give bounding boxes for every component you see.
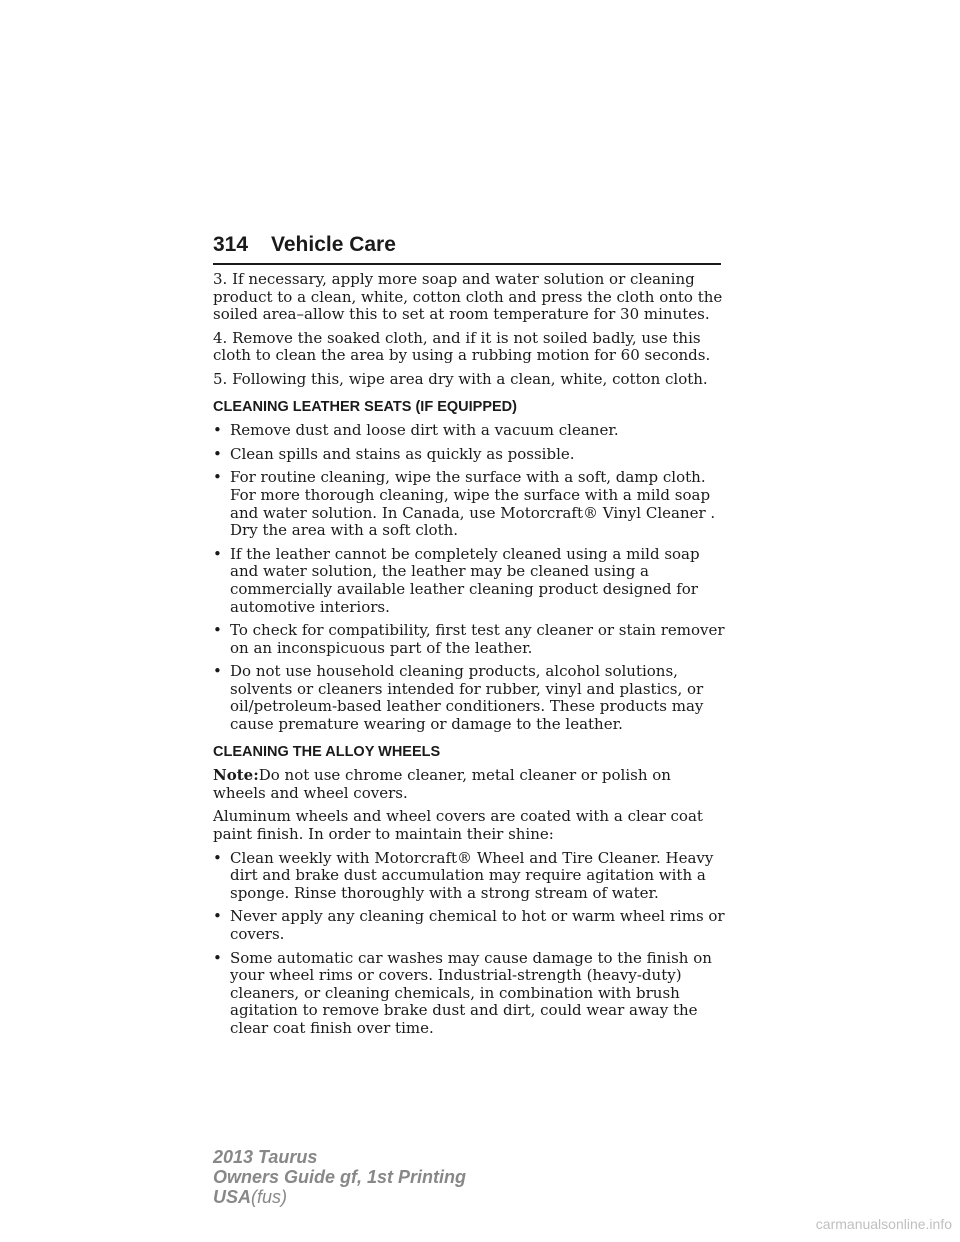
wheels-list <box>213 850 725 1038</box>
print-footer <box>213 1147 466 1207</box>
footer-model: 2013 Taurus <box>213 1147 318 1167</box>
note-text: Do not use chrome cleaner, metal cleaner or polish on wheels and wheel covers. <box>213 766 671 802</box>
page-number: 314 <box>213 233 249 256</box>
watermark-link[interactable]: carmanualsonline.info <box>815 1216 952 1232</box>
bullet-icon: • <box>213 848 222 867</box>
page-header <box>213 229 721 265</box>
leather-list <box>213 422 725 734</box>
bullet-icon: • <box>213 662 222 681</box>
list-item: • Remove dust and loose dirt with a vacuum cleaner. <box>213 421 619 440</box>
list-item: • Some automatic car washes may cause damage to the finish on your wheel rims or covers. Industrial-strength (heavy-duty) cleaners, or cleaning chemicals, in combination with brush agitation to remove brake dust and dirt, could wear away the clear coat finish over time. <box>213 948 712 1037</box>
bullet-icon: • <box>213 621 222 640</box>
wheels-heading: CLEANING THE ALLOY WHEELS <box>213 743 441 760</box>
wheels-intro: Aluminum wheels and wheel covers are coated with a clear coat paint finish. In order to maintain their shine: <box>213 807 703 844</box>
bullet-icon: • <box>213 421 222 440</box>
page-content <box>213 271 725 1044</box>
footer-region: USA(fus) <box>213 1187 288 1207</box>
list-item: • Clean weekly with Motorcraft® Wheel and Tire Cleaner. Heavy dirt and brake dust accumulation may require agitation with a sponge. Rinse thoroughly with a strong stream of water. <box>213 848 714 902</box>
section-title: Vehicle Care <box>271 233 396 256</box>
step-4: 4. Remove the soaked cloth, and if it is not soiled badly, use this cloth to clean the area by using a rubbing motion for 60 seconds. <box>213 328 711 365</box>
list-item: • Clean spills and stains as quickly as possible. <box>213 444 575 463</box>
note-label: Note: <box>213 766 259 785</box>
list-item: • To check for compatibility, first test any cleaner or stain remover on an inconspicuous part of the leather. <box>213 621 725 657</box>
bullet-icon: • <box>213 544 222 563</box>
bullet-icon: • <box>213 907 222 926</box>
bullet-icon: • <box>213 948 222 967</box>
list-item: • For routine cleaning, wipe the surface with a soft, damp cloth. For more thorough cleaning, wipe the surface with a mild soap and water solution. In Canada, use Motorcraft® Vinyl Cleaner . Dry the area with a soft cloth. <box>213 468 716 540</box>
footer-region-code: (fus) <box>251 1187 288 1207</box>
footer-guide: Owners Guide gf, 1st Printing <box>213 1167 467 1187</box>
step-3: 3. If necessary, apply more soap and water solution or cleaning product to a clean, white, cotton cloth and press the cloth onto the soiled area–allow this to set at room temperature for 30 minutes. <box>213 270 723 324</box>
bullet-icon: • <box>213 468 222 487</box>
wheels-note <box>213 767 725 802</box>
list-item: • Do not use household cleaning products, alcohol solutions, solvents or cleaners intended for rubber, vinyl and plastics, or oil/petroleum-based leather conditioners. These products may cause premature wearing or damage to the leather. <box>213 662 704 734</box>
leather-heading: CLEANING LEATHER SEATS (IF EQUIPPED) <box>213 398 517 415</box>
list-item: • If the leather cannot be completely cleaned using a mild soap and water solution, the leather may be cleaned using a commercially available leather cleaning product designed for automotive interiors. <box>213 544 700 616</box>
list-item: • Never apply any cleaning chemical to hot or warm wheel rims or covers. <box>213 907 725 943</box>
step-5: 5. Following this, wipe area dry with a clean, white, cotton cloth. <box>213 369 708 388</box>
bullet-icon: • <box>213 444 222 463</box>
